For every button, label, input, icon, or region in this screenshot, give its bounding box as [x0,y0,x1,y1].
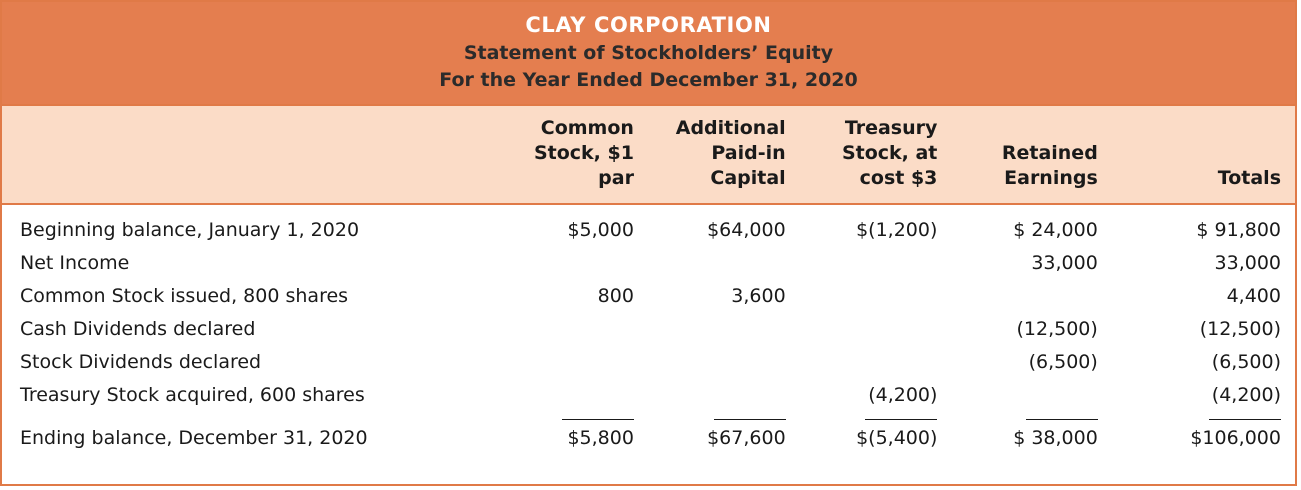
statement-period: For the Year Ended December 31, 2020 [439,69,858,91]
row-label: Ending balance, December 31, 2020 [20,427,368,449]
cell-retained: 33,000 [1031,252,1098,274]
cell-common-stock: $5,800 [567,427,634,449]
underline-rule [1026,419,1098,421]
cell-apic [648,379,800,412]
table-row-total [2,421,1295,455]
column-header-common-stock-l1: Common [540,117,634,139]
cell-totals: (4,200) [1211,384,1281,406]
subtotal-rule-row [2,412,1295,421]
cell-totals: $106,000 [1190,427,1281,449]
column-header-retained-l2: Earnings [1004,167,1098,189]
cell-treasury [800,247,952,280]
cell-common-stock [507,313,648,346]
cell-apic [648,313,800,346]
cell-treasury [800,313,952,346]
column-header-treasury-l3: cost $3 [859,167,938,189]
rule-treasury [800,412,952,421]
cell-common-stock [507,346,648,379]
cell-totals: 4,400 [1226,285,1281,307]
underline-rule [714,419,786,421]
cell-retained: $ 24,000 [1013,219,1098,241]
cell-apic [648,346,800,379]
row-label: Beginning balance, January 1, 2020 [20,219,360,241]
cell-treasury: $(5,400) [856,427,938,449]
cell-treasury [800,346,952,379]
row-label: Treasury Stock acquired, 600 shares [20,384,365,406]
column-header-totals-l1: Totals [1217,167,1281,189]
column-header-treasury-l1: Treasury [844,117,938,139]
table-row [2,280,1295,313]
column-header-apic [648,106,800,203]
cell-retained: (6,500) [1028,351,1098,373]
statement-title: Statement of Stockholders’ Equity [463,42,834,64]
rule-retained [951,412,1111,421]
underline-rule [865,419,937,421]
cell-apic [648,247,800,280]
cell-retained [951,379,1111,412]
cell-retained: (12,500) [1016,318,1098,340]
column-header-retained-earnings [951,106,1111,203]
cell-common-stock [507,379,648,412]
statement-body [2,205,1295,484]
column-header-apic-l1: Additional [675,117,786,139]
row-label: Net Income [20,252,130,274]
cell-common-stock [507,247,648,280]
column-header-common-stock [507,106,648,203]
cell-treasury [800,280,952,313]
column-header-treasury-stock [800,106,952,203]
column-header-common-stock-l2: Stock, $1 [533,142,634,164]
cell-totals: (6,500) [1211,351,1281,373]
row-label: Cash Dividends declared [20,318,256,340]
cell-totals: $ 91,800 [1196,219,1281,241]
column-header-totals [1112,106,1295,203]
cell-apic: $67,600 [707,427,786,449]
cell-retained: $ 38,000 [1013,427,1098,449]
cell-apic: 3,600 [731,285,786,307]
cell-treasury: $(1,200) [856,219,938,241]
column-header-common-stock-l3: par [598,167,634,189]
cell-retained [951,280,1111,313]
rule-totals [1112,412,1295,421]
column-header-apic-l3: Capital [710,167,786,189]
row-label: Common Stock issued, 800 shares [20,285,349,307]
column-header-block [2,104,1295,205]
table-row [2,379,1295,412]
cell-totals: (12,500) [1199,318,1281,340]
company-name: CLAY CORPORATION [525,13,772,37]
underline-rule [1209,419,1281,421]
column-header-treasury-l2: Stock, at [841,142,938,164]
table-row [2,247,1295,280]
rule-common-stock [507,412,648,421]
cell-common-stock: 800 [597,285,634,307]
table-row [2,346,1295,379]
column-header-blank [2,106,507,203]
column-header-retained-l1: Retained [1001,142,1098,164]
cell-apic: $64,000 [707,219,786,241]
underline-rule [562,419,634,421]
cell-treasury: (4,200) [868,384,938,406]
column-header-apic-l2: Paid-in [711,142,786,164]
rule-apic [648,412,800,421]
row-label: Stock Dividends declared [20,351,262,373]
column-header-row [2,106,1295,203]
cell-totals: 33,000 [1214,252,1281,274]
table-row [2,313,1295,346]
table-row [2,214,1295,247]
statement-title-block [2,2,1295,104]
rule-spacer [2,412,507,421]
cell-common-stock: $5,000 [567,219,634,241]
